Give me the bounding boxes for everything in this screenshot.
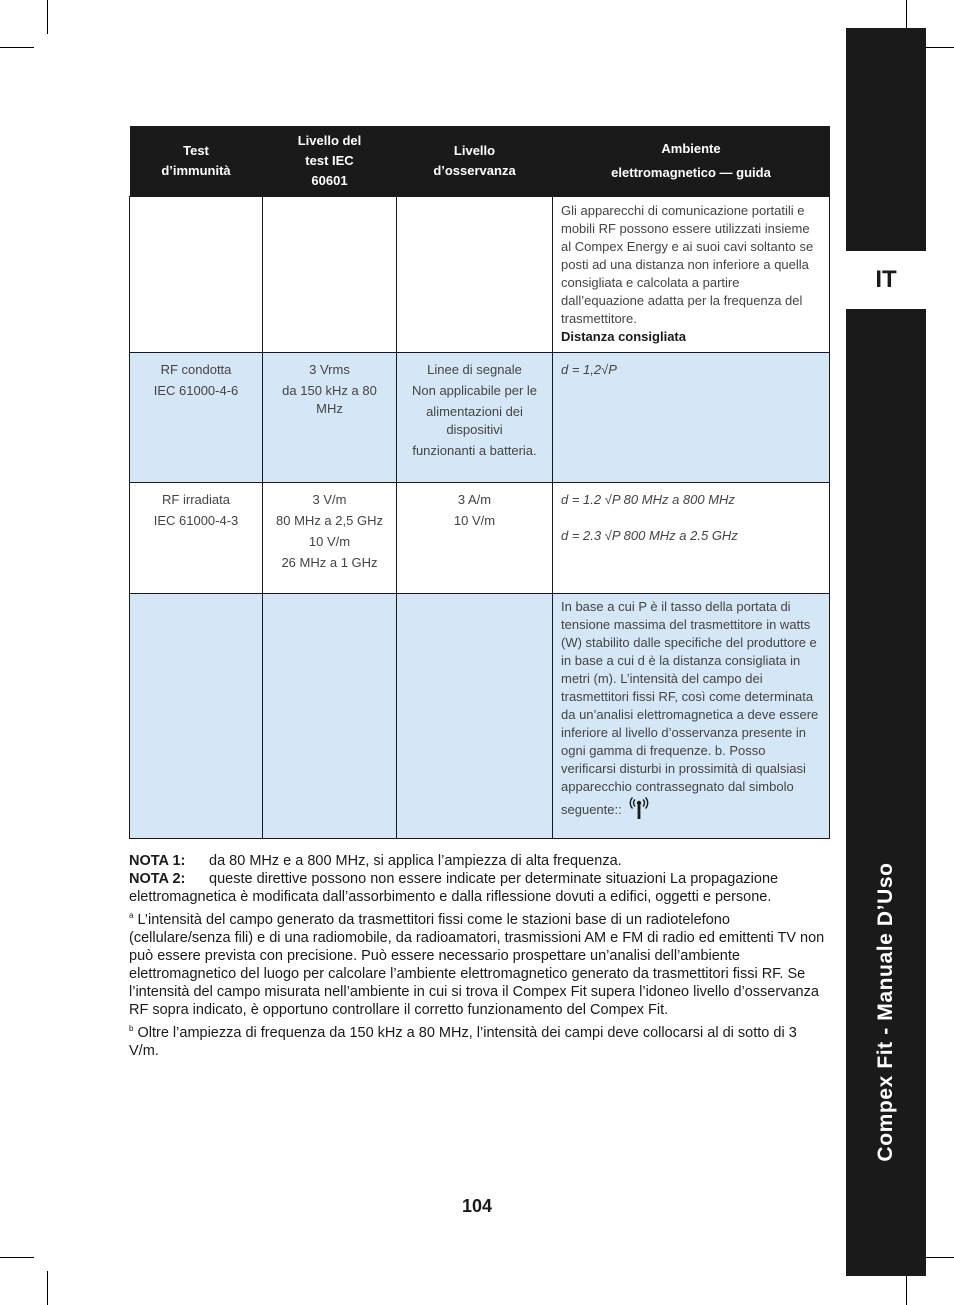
compliance-cell: Linee di segnale Non applicabile per le alimentazioni dei dispositivi funzionanti a batteria. [397,353,553,483]
table-cell [397,197,553,353]
compliance-cell: 3 A/m 10 V/m [397,483,553,594]
formula-cell: d = 1.2 √P 80 MHz a 800 MHz d = 2.3 √P 800 MHz a 2.5 GHz [553,483,830,594]
table-row [130,353,830,483]
header-compliance-level: Livello d’osservanza [397,126,553,197]
header-guidance: Ambiente elettromagnetico — guida [553,126,830,197]
test-cell: RF irradiata IEC 61000-4-3 [130,483,263,594]
table-row [130,197,830,353]
test-cell: RF condotta IEC 61000-4-6 [130,353,263,483]
notes-section [129,852,829,1060]
guidance-cell: In base a cui P è il tasso della portata di tensione massima del trasmettitore in watts (W) stabilito dalle specifiche del produttore e in base a cui d è la distanza consigliata in metri (m). L’intensità del campo dei trasmettitori fissi RF, così come determinata da un’analisi elettromagnetica a deve essere inferiore al livello d’osservanza presente in ogni gamma di frequenze. b. Posso verificarsi disturbi in prossimità di qualsiasi apparecchio contrassegnato dal simbolo seguente:: [553,594,830,839]
table-cell [263,197,397,353]
crop-mark [906,1271,907,1305]
sidebar-title: Compex Fit - Manuale D’Uso [874,862,897,1162]
header-test-level: Livello del test IEC 60601 [263,126,397,197]
header-test: Test d’immunità [130,126,263,197]
language-tab: IT [846,251,926,309]
formula-cell: d = 1,2√P [553,353,830,483]
guidance-cell: Gli apparecchi di comunicazione portatili e mobili RF possono essere utilizzati insieme al Compex Energy e ai suoi cavi soltanto se posti ad una distanza non inferiore a quella consigliata e calcolata a partire dall’equazione adatta per la frequenza del trasmettitore. Distanza consigliata [553,197,830,353]
non-ionizing-radiation-icon [627,796,651,820]
footnote-b: $^b$ Oltre l’ampiezza di frequenza da 150 kHz a 80 MHz, l’intensità dei campi deve collocarsi al di sotto di 3 V/m. [129,1023,797,1059]
nota-2: NOTA 2: queste direttive possono non essere indicate per determinate situazioni La propagazione elettromagnetica è modificata dall’assorbimento e dalla riflessione dovuti a edifici, oggetti e persone. [129,871,779,906]
table-row [130,594,830,839]
table-cell [130,594,263,839]
table-cell [397,594,553,839]
table-row [130,483,830,594]
footnote-a: $^a$ L’intensità del campo generato da trasmettitori fissi come le stazioni base di un radiotelefono (cellulare/senza fili) e di una radiomobile, da radioamatori, trasmissioni AM e FM di radio ed emittenti TV non può essere prevista con precisione. Può essere necessario prospettare un’analisi dell’ambiente elettromagnetico del luogo per calcolare l’ambiente elettromagnetico generato da trasmettitori fissi RF. Se l’intensità del campo misurata nell’ambiente in cui si trova il Compex Fit supera l’idoneo livello d’osservanza RF sopra indicato, è opportuno controllare il corretto funzionamento del Compex Fit. [129,910,825,1019]
crop-mark [0,1257,34,1258]
nota-1: NOTA 1: da 80 MHz e a 800 MHz, si applica l’ampiezza di alta frequenza. [129,853,622,869]
crop-mark [47,0,48,34]
emc-immunity-table [129,126,830,839]
table-cell [130,197,263,353]
page-number: 104 [461,1196,493,1216]
table-header-row [130,126,830,197]
level-cell: 3 Vrms da 150 kHz a 80 MHz [263,353,397,483]
crop-mark [47,1271,48,1305]
level-cell: 3 V/m 80 MHz a 2,5 GHz 10 V/m 26 MHz a 1 GHz [263,483,397,594]
table-cell [263,594,397,839]
crop-mark [0,47,34,48]
